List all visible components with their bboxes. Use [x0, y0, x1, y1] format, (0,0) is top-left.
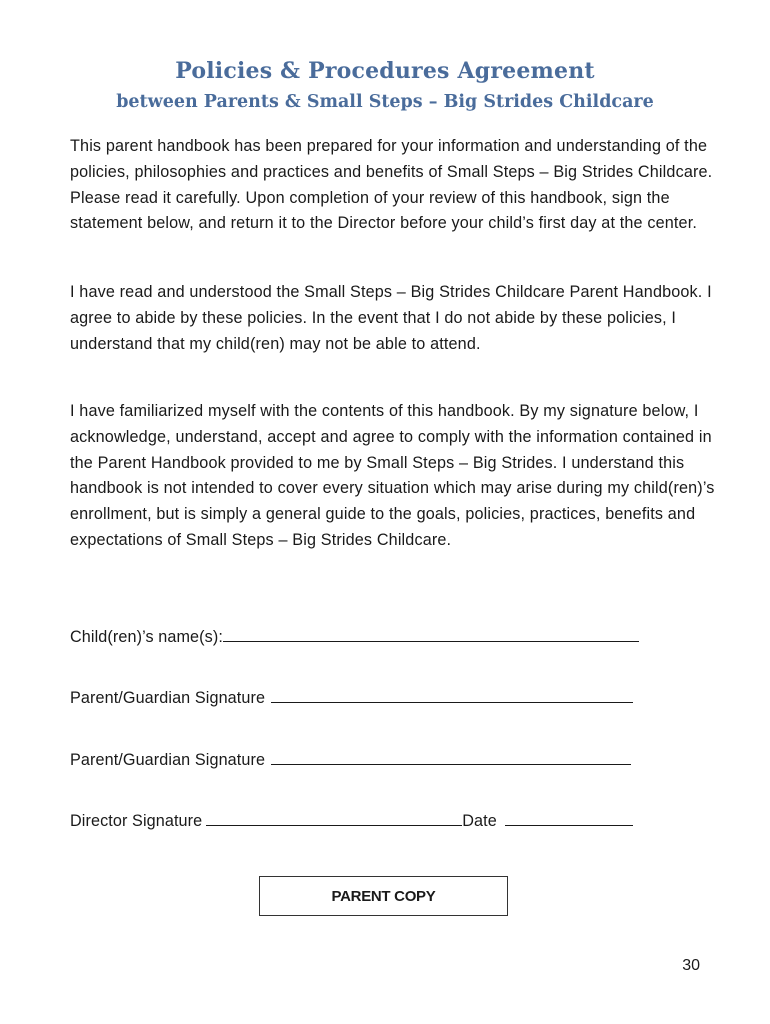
parent-signature-2-label: Parent/Guardian Signature — [70, 751, 266, 769]
child-names-field[interactable] — [70, 627, 639, 647]
director-signature-label: Director Signature — [70, 812, 203, 830]
parent-signature-2-line[interactable] — [271, 750, 631, 765]
director-signature-field[interactable] — [70, 811, 633, 831]
date-label: Date — [462, 812, 497, 830]
intro-paragraph: This parent handbook has been prepared for your information and understanding of the policies, philosophies and practices and benefits of Small Steps – Big Strides Childcare. Please read it carefully. Upon completion of your review of this handbook, sign the statement below, and return it to the Director before your child’s first day at the center. — [70, 137, 713, 233]
parent-signature-1-line[interactable] — [271, 688, 633, 703]
parent-copy-box: PARENT COPY — [259, 876, 508, 916]
parent-signature-1-field[interactable] — [70, 688, 633, 708]
page-title: Policies & Procedures Agreement — [175, 58, 595, 84]
child-names-label: Child(ren)’s name(s): — [70, 628, 223, 646]
page-number: 30 — [682, 957, 700, 974]
page-subtitle: between Parents & Small Steps – Big Strides Childcare — [116, 92, 654, 112]
parent-signature-2-field[interactable] — [70, 750, 631, 770]
director-signature-line[interactable] — [206, 811, 462, 826]
acknowledgement-paragraph: I have familiarized myself with the contents of this handbook. By my signature below, I acknowledge, understand, accept and agree to comply with the information contained in the Parent Handbook provided to me by Small Steps – Big Strides. I understand this handbook is not intended to cover every situation which may arise during my child(ren)’s enrollment, but is simply a general guide to the goals, policies, practices, benefits and expectations of Small Steps – Big Strides Childcare. — [70, 402, 715, 549]
parent-signature-1-label: Parent/Guardian Signature — [70, 689, 266, 707]
agreement-paragraph: I have read and understood the Small Steps – Big Strides Childcare Parent Handbook. I agree to abide by these policies. In the event that I do not abide by these policies, I understand that my child(ren) may not be able to attend. — [70, 283, 712, 353]
date-line[interactable] — [505, 811, 633, 826]
child-names-line[interactable] — [223, 627, 639, 642]
